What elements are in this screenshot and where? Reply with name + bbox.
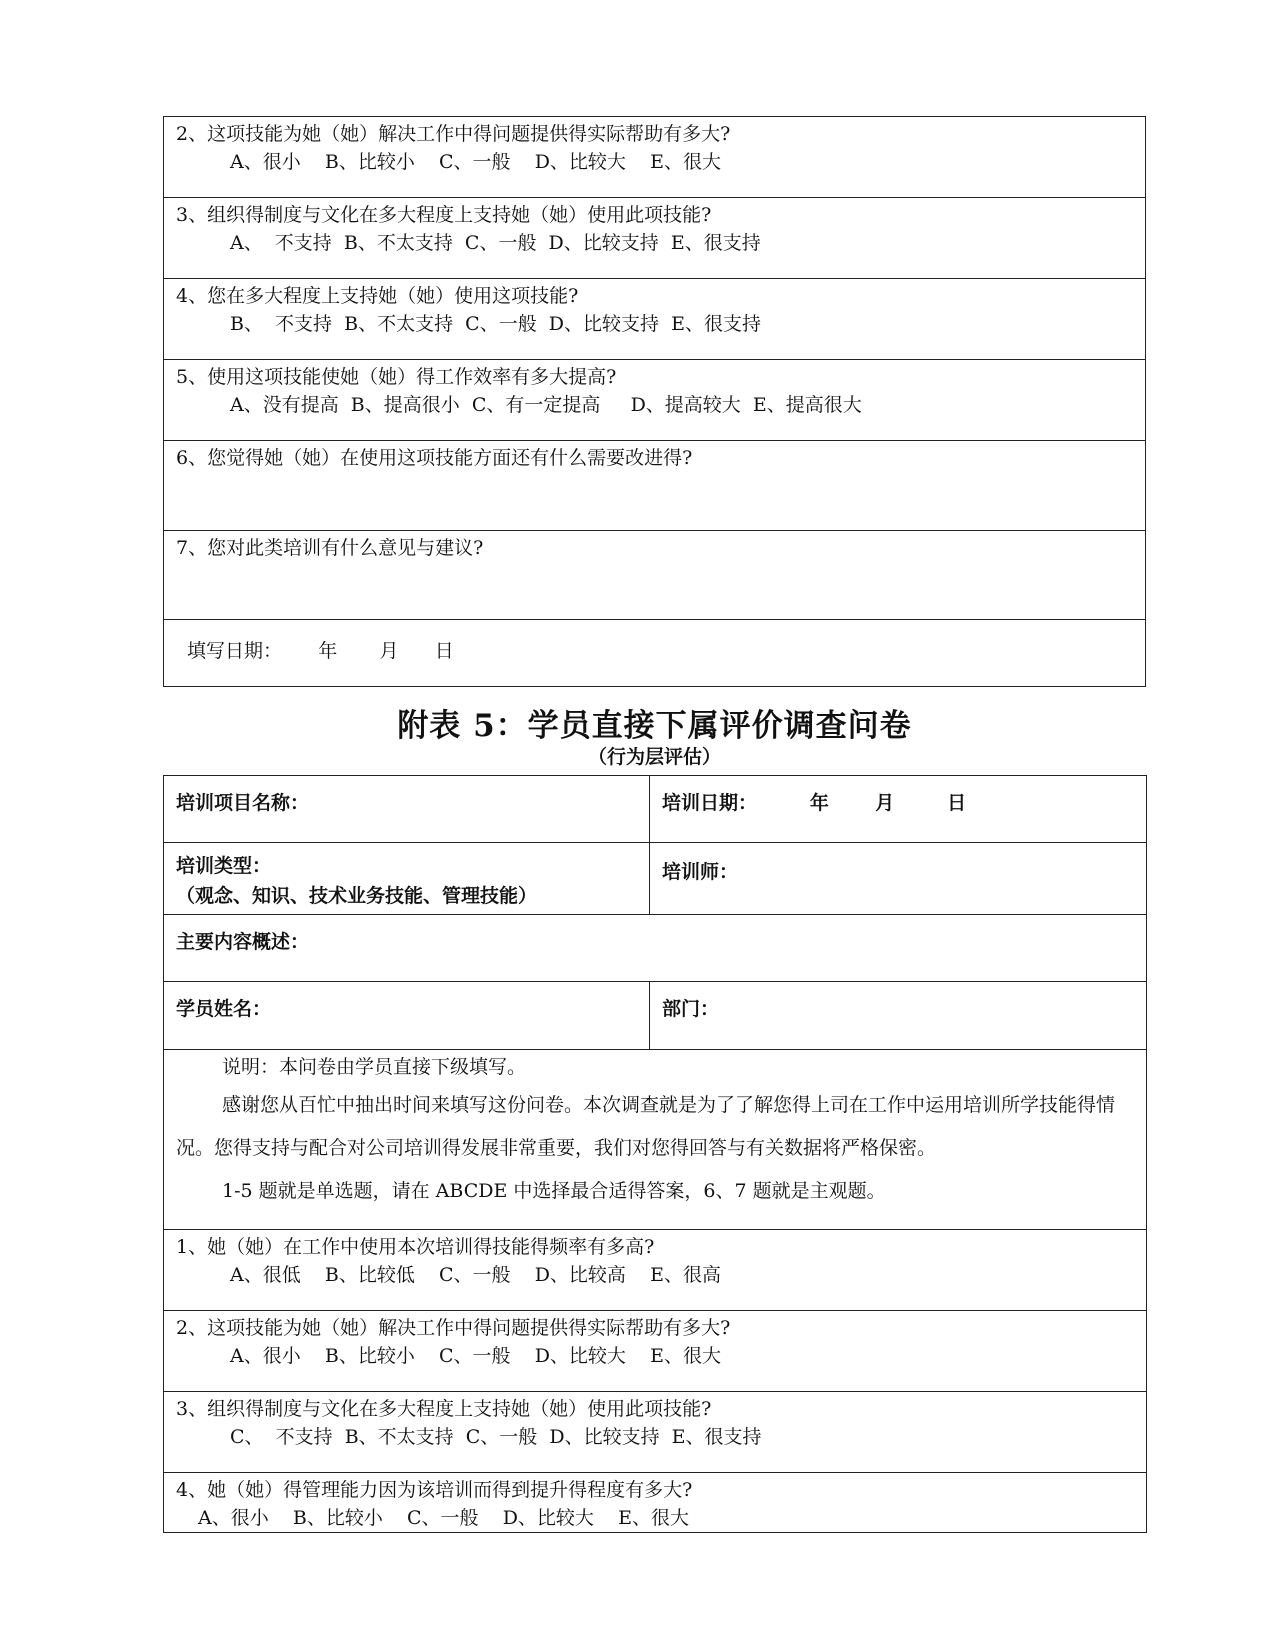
- instructions-thanks: 感谢您从百忙中抽出时间来填写这份问卷。本次调查就是为了了解您得上司在工作中运用培训所学技能得情况。您得支持与配合对公司培训得发展非常重要，我们对您得回答与有关数据将严格保密。: [176, 1094, 1116, 1159]
- info-row: [164, 915, 1147, 982]
- question-4: 4、您在多大程度上支持她（她）使用这项技能? B、 不支持 B、不太支持 C、一般 D、比较支持 E、很支持: [164, 279, 1145, 338]
- question-3-options[interactable]: A、 不支持 B、不太支持 C、一般 D、比较支持 E、很支持: [230, 232, 761, 254]
- project-name-label: 培训项目名称：: [176, 792, 310, 814]
- training-date-label: 培训日期： 年 月 日: [662, 792, 967, 814]
- appendix-question-3: 3、组织得制度与文化在多大程度上支持她（她）使用此项技能? C、 不支持 B、不太支持 C、一般 D、比较支持 E、很支持: [164, 1392, 1146, 1451]
- question-row: [164, 531, 1146, 620]
- summary-field[interactable]: [164, 915, 1147, 982]
- fill-date-row: [164, 620, 1146, 687]
- question-2-options[interactable]: A、很小 B、比较小 C、一般 D、比较大 E、很大: [230, 151, 721, 173]
- instructions-rule: 1-5 题就是单选题，请在 ABCDE 中选择最合适得答案，6、7 题就是主观题。: [222, 1180, 886, 1202]
- department-field[interactable]: [650, 982, 1147, 1050]
- training-type-label: 培训类型：: [176, 855, 272, 877]
- appendix-question-4: 4、她（她）得管理能力因为该培训而得到提升得程度有多大? A、很小 B、比较小 C、一般 D、比较大 E、很大: [164, 1473, 1146, 1532]
- appendix-question-4-options[interactable]: A、很小 B、比较小 C、一般 D、比较大 E、很大: [198, 1507, 689, 1529]
- trainer-label: 培训师：: [662, 861, 739, 883]
- trainer-field[interactable]: [650, 843, 1147, 915]
- appendix-subtitle: （行为层评估）: [587, 746, 721, 768]
- question-row: [164, 279, 1146, 360]
- questionnaire-table-appendix5: [163, 775, 1147, 1533]
- question-4-options[interactable]: B、 不支持 B、不太支持 C、一般 D、比较支持 E、很支持: [230, 313, 761, 335]
- training-type-field[interactable]: [164, 843, 650, 915]
- question-3: 3、组织得制度与文化在多大程度上支持她（她）使用此项技能? A、 不支持 B、不太支持 C、一般 D、比较支持 E、很支持: [164, 198, 1145, 257]
- question-5: 5、使用这项技能使她（她）得工作效率有多大提高? A、没有提高 B、提高很小 C、有一定提高 D、提高较大 E、提高很大: [164, 360, 1145, 419]
- instructions: [164, 1050, 1146, 1213]
- training-type-options: （观念、知识、技术业务技能、管理技能）: [176, 885, 538, 907]
- instructions-note: 说明：本问卷由学员直接下级填写。: [222, 1056, 527, 1078]
- info-row: [164, 982, 1147, 1050]
- training-date-field[interactable]: [650, 776, 1147, 843]
- appendix-question-1-options[interactable]: A、很低 B、比较低 C、一般 D、比较高 E、很高: [230, 1264, 721, 1286]
- appendix-question-3-options[interactable]: C、 不支持 B、不太支持 C、一般 D、比较支持 E、很支持: [230, 1426, 762, 1448]
- info-row: [164, 776, 1147, 843]
- question-2: 2、这项技能为她（她）解决工作中得问题提供得实际帮助有多大? A、很小 B、比较小 C、一般 D、比较大 E、很大: [164, 117, 1145, 176]
- instructions-row: [164, 1050, 1147, 1230]
- question-row: [164, 1392, 1147, 1473]
- summary-label: 主要内容概述：: [176, 931, 310, 953]
- training-type: [164, 843, 649, 911]
- fill-date-field[interactable]: 填写日期： 年 月 日: [187, 640, 454, 662]
- question-6-answer-area[interactable]: [164, 441, 1146, 531]
- question-5-options[interactable]: A、没有提高 B、提高很小 C、有一定提高 D、提高较大 E、提高很大: [230, 394, 862, 416]
- appendix-question-1: 1、她（她）在工作中使用本次培训得技能得频率有多高? A、很低 B、比较低 C、一般 D、比较高 E、很高: [164, 1230, 1146, 1289]
- question-row: [164, 1311, 1147, 1392]
- student-name-field[interactable]: [164, 982, 650, 1050]
- question-row: [164, 117, 1146, 198]
- info-row: [164, 843, 1147, 915]
- question-row: [164, 1473, 1147, 1533]
- question-row: [164, 360, 1146, 441]
- appendix-question-2: 2、这项技能为她（她）解决工作中得问题提供得实际帮助有多大? A、很小 B、比较小 C、一般 D、比较大 E、很大: [164, 1311, 1146, 1370]
- question-row: [164, 198, 1146, 279]
- student-name-label: 学员姓名：: [176, 998, 272, 1020]
- question-7-answer-area[interactable]: [164, 531, 1146, 620]
- project-name-field[interactable]: [164, 776, 650, 843]
- department-label: 部门：: [662, 998, 720, 1020]
- appendix-question-2-options[interactable]: A、很小 B、比较小 C、一般 D、比较大 E、很大: [230, 1345, 721, 1367]
- question-6: 6、您觉得她（她）在使用这项技能方面还有什么需要改进得?: [176, 447, 693, 469]
- question-7: 7、您对此类培训有什么意见与建议?: [176, 537, 484, 559]
- question-row: [164, 1230, 1147, 1311]
- appendix-title: 附表 5：学员直接下属评价调查问卷: [397, 708, 912, 744]
- questionnaire-table-top: [163, 116, 1146, 687]
- question-row: [164, 441, 1146, 531]
